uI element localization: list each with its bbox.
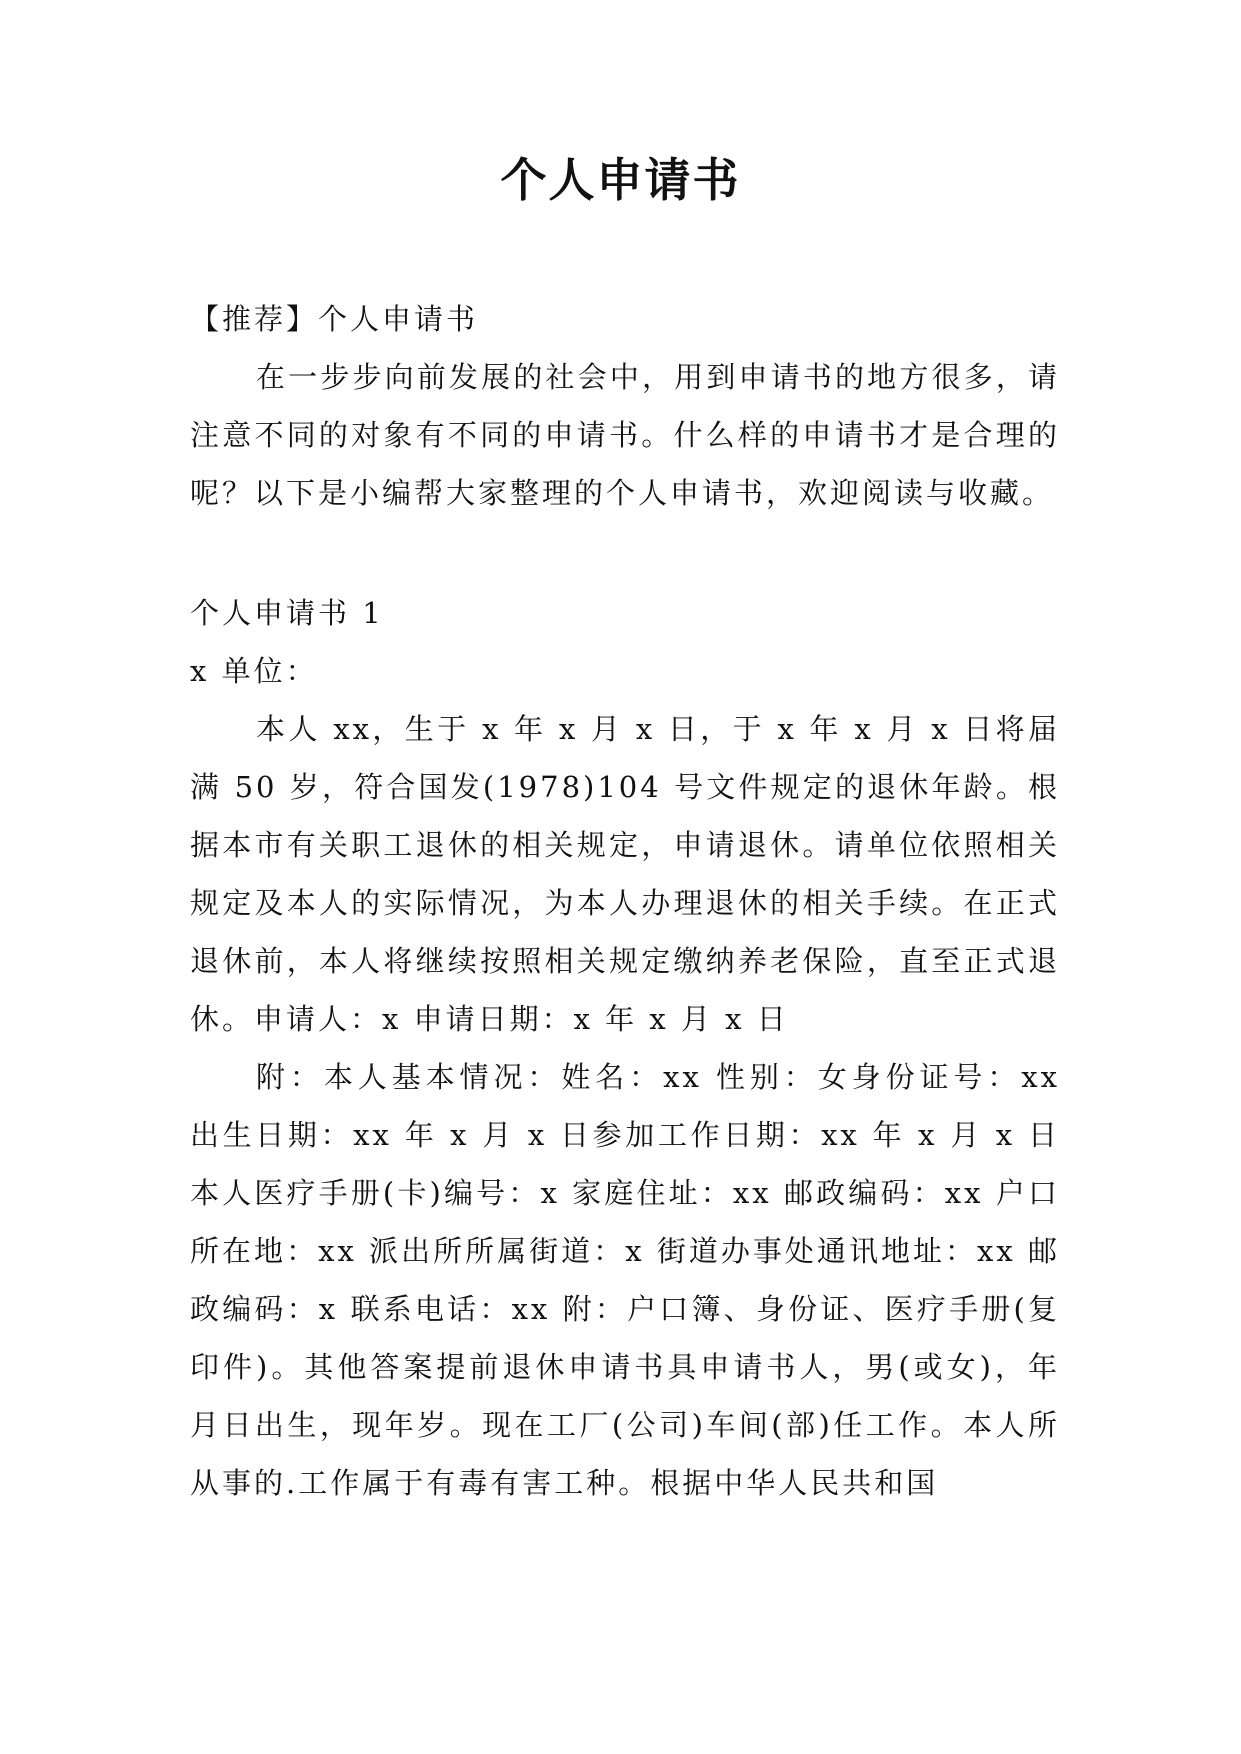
recommend-line: 【推荐】个人申请书 [190, 302, 479, 336]
document-body [190, 290, 1060, 1512]
body-paragraph-1: 本人 xx，生于 x 年 x 月 x 日，于 x 年 x 月 x 日将届满 50 岁，符合国发(1978)104 号文件规定的退休年龄。根据本市有关职工退休的相关规定，申请退休。请单位依照相关规定及本人的实际情况，为本人办理退休的相关手续。在正式退休前，本人将继续按照相关规定缴纳养老保险，直至正式退休。申请人：x 申请日期：x 年 x 月 x 日 [190, 712, 1060, 1036]
body-paragraph-2: 附：本人基本情况：姓名：xx 性别：女身份证号：xx 出生日期：xx 年 x 月 x 日参加工作日期：xx 年 x 月 x 日本人医疗手册(卡)编号：x 家庭住址：xx 邮政编码：xx 户口所在地：xx 派出所所属街道：x 街道办事处通讯地址：xx 邮政编码：x 联系电话：xx 附：户口簿、身份证、医疗手册(复印件)。其他答案提前退休申请书具申请书人，男(或女)，年月日出生，现年岁。现在工厂(公司)车间(部)任工作。本人所从事的.工作属于有毒有害工种。根据中华人民共和国 [190, 1060, 1060, 1500]
intro-paragraph: 在一步步向前发展的社会中，用到申请书的地方很多，请注意不同的对象有不同的申请书。什么样的申请书才是合理的呢？以下是小编帮大家整理的个人申请书，欢迎阅读与收藏。 [190, 360, 1060, 510]
section-heading: 个人申请书 1 [190, 596, 384, 630]
salutation: x 单位： [190, 654, 318, 688]
document-title: 个人申请书 [500, 153, 741, 207]
